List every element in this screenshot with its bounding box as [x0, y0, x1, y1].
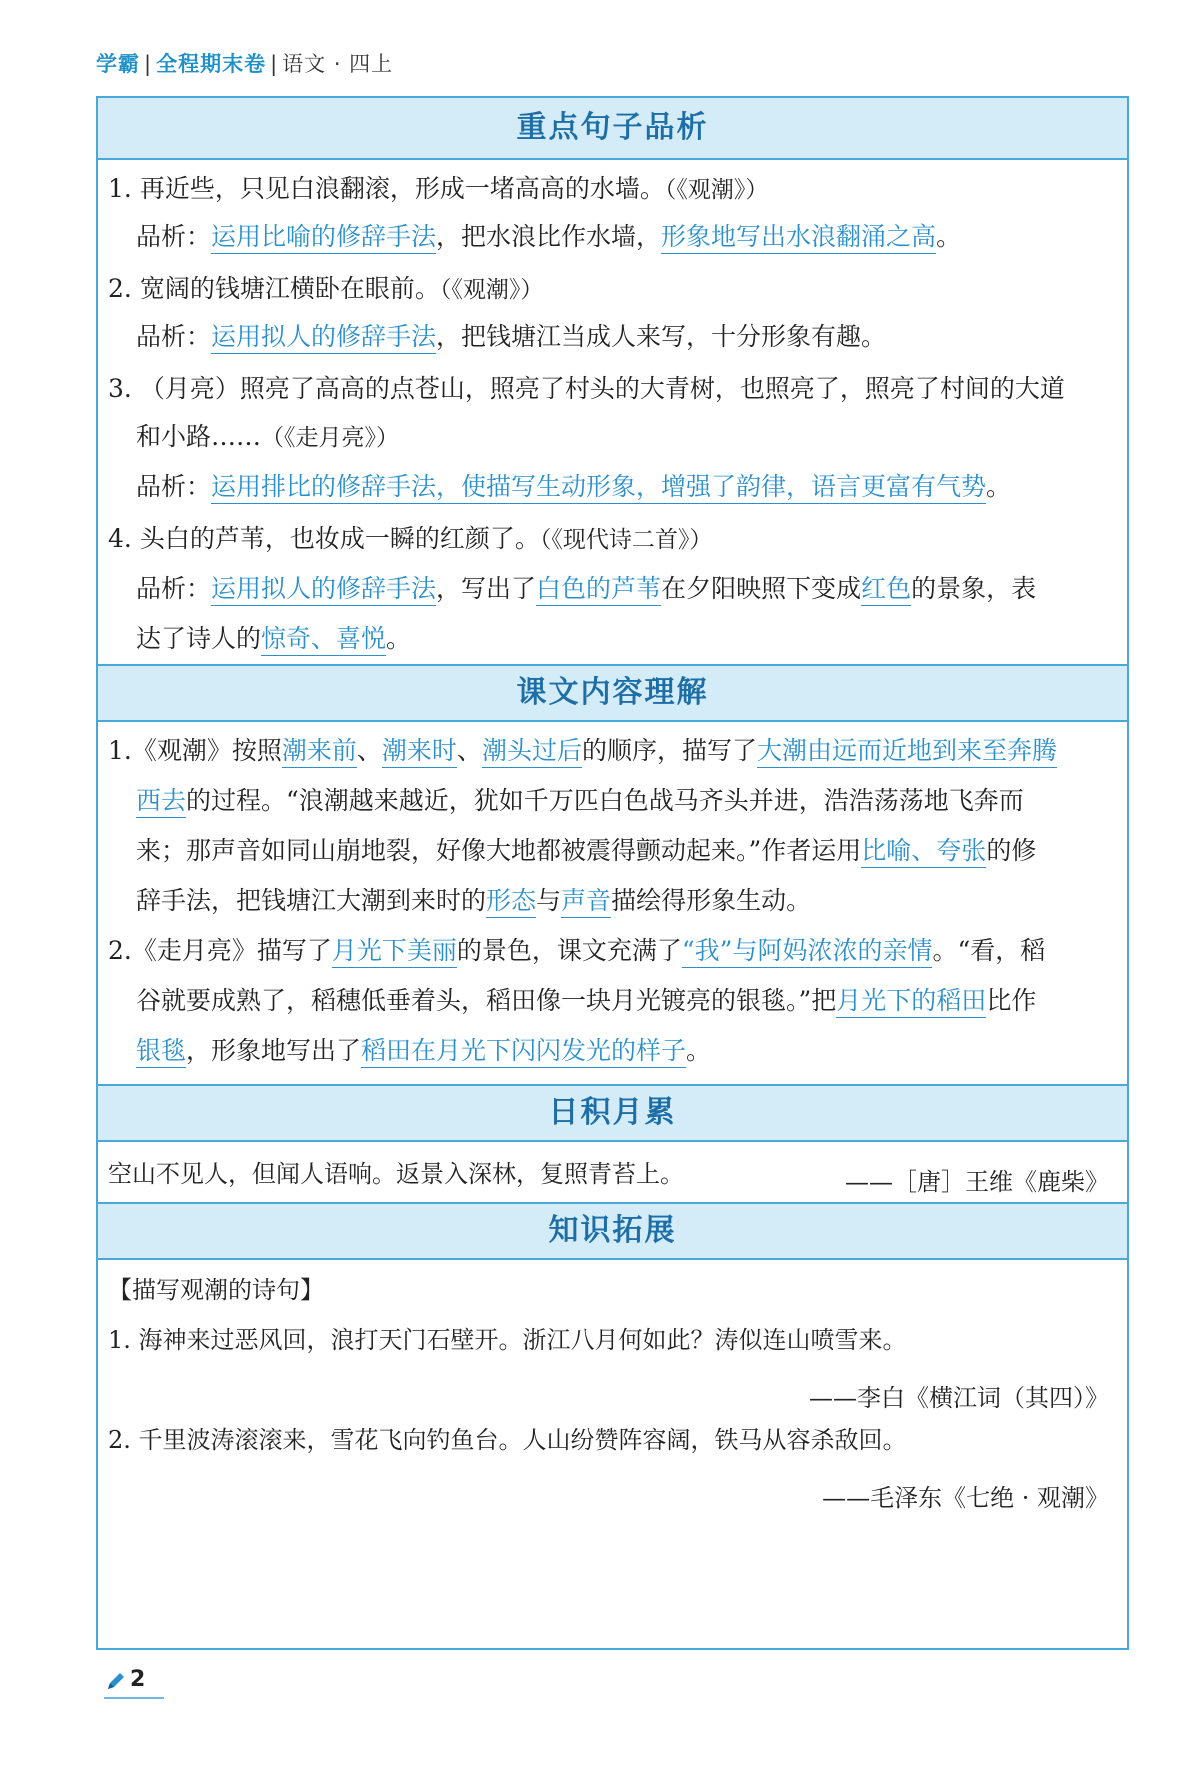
answer: 运用拟人的修辞手法 [211, 574, 436, 606]
answer: 运用拟人的修辞手法 [211, 322, 436, 354]
s1-question-3-cont: 和小路……（《走月亮》） [136, 422, 400, 451]
s2-item-2-line-2: 谷就要成熟了，稻穗低垂着头，稻田像一块月光镀亮的银毯。”把月光下的稻田比作 [136, 988, 1036, 1013]
answer: 惊奇、喜悦 [261, 624, 386, 656]
s1-analysis-3: 品析：运用排比的修辞手法，使描写生动形象，增强了韵律，语言更富有气势。 [136, 474, 1011, 499]
section-title-knowledge-expansion: 知识拓展 [98, 1202, 1127, 1260]
s2-item-2-line-1: 2.《走月亮》描写了月光下美丽的景色，课文充满了“我”与阿妈浓浓的亲情。“看，稻 [108, 938, 1045, 963]
page-header: 学霸 | 全程期末卷 | 语文 · 四上 [96, 52, 394, 76]
s3-source: ——［唐］王维《鹿柴》 [845, 1168, 1109, 1196]
subject-name: 语文 · 四上 [282, 52, 394, 76]
s4-poem-2: 2. 千里波涛滚滚来，雪花飞向钓鱼台。人山纷赞阵容阔，铁马从容杀敌回。 [108, 1426, 907, 1454]
s1-analysis-4-cont: 达了诗人的惊奇、喜悦。 [136, 626, 411, 651]
s2-item-1-line-4: 辞手法，把钱塘江大潮到来时的形态与声音描绘得形象生动。 [136, 888, 811, 913]
section-title-text-understanding: 课文内容理解 [98, 664, 1127, 722]
answer: 白色的芦苇 [536, 574, 661, 606]
s2-item-1-line-1: 1.《观潮》按照潮来前、潮来时、潮头过后的顺序，描写了大潮由远而近地到来至奔腾 [108, 738, 1057, 763]
s1-question-2: 2. 宽阔的钱塘江横卧在眼前。（《观潮》） [108, 274, 544, 303]
s4-poem-1-source: ——李白《横江词（其四）》 [809, 1384, 1109, 1412]
s2-item-1-line-2: 西去的过程。“浪潮越来越近，犹如千万匹白色战马齐头并进，浩浩荡荡地飞奔而 [136, 788, 1024, 813]
page-footer [104, 1667, 164, 1699]
s1-question-4: 4. 头白的芦苇，也妆成一瞬的红颜了。（《现代诗二首》） [108, 524, 713, 553]
s4-poem-2-source: ——毛泽东《七绝 · 观潮》 [822, 1484, 1109, 1512]
series-name: 全程期末卷 [156, 52, 267, 76]
answer: 形象地写出水浪翻涌之高 [661, 222, 936, 254]
section-title-daily-accumulation: 日积月累 [98, 1084, 1127, 1142]
s3-quote: 空山不见人，但闻人语响。返景入深林，复照青苔上。 [108, 1160, 684, 1188]
s1-analysis-4: 品析：运用拟人的修辞手法，写出了白色的芦苇在夕阳映照下变成红色的景象，表 [136, 576, 1036, 601]
section-title-key-sentences: 重点句子品析 [98, 96, 1127, 160]
s4-poem-1: 1. 海神来过恶风回，浪打天门石壁开。浙江八月何如此？涛似连山喷雪来。 [108, 1326, 907, 1354]
s1-analysis-1: 品析：运用比喻的修辞手法，把水浪比作水墙，形象地写出水浪翻涌之高。 [136, 224, 961, 249]
pencil-icon [104, 1671, 126, 1693]
s2-item-2-line-3: 银毯，形象地写出了稻田在月光下闪闪发光的样子。 [136, 1038, 711, 1063]
answer: 运用比喻的修辞手法 [211, 222, 436, 254]
content-frame [96, 96, 1129, 1650]
s1-question-3: 3. （月亮）照亮了高高的点苍山，照亮了村头的大青树，也照亮了，照亮了村间的大道 [108, 374, 1065, 403]
s1-question-1: 1. 再近些，只见白浪翻滚，形成一堵高高的水墙。（《观潮》） [108, 174, 769, 203]
page-number: 2 [130, 1667, 146, 1692]
s4-heading: 【描写观潮的诗句】 [108, 1276, 324, 1304]
answer: 红色 [861, 574, 911, 606]
s1-analysis-2: 品析：运用拟人的修辞手法，把钱塘江当成人来写，十分形象有趣。 [136, 324, 886, 349]
answer: 运用排比的修辞手法，使描写生动形象，增强了韵律，语言更富有气势 [211, 472, 986, 504]
s2-item-1-line-3: 来；那声音如同山崩地裂，好像大地都被震得颤动起来。”作者运用比喻、夸张的修 [136, 838, 1036, 863]
brand-name: 学霸 [96, 52, 140, 76]
